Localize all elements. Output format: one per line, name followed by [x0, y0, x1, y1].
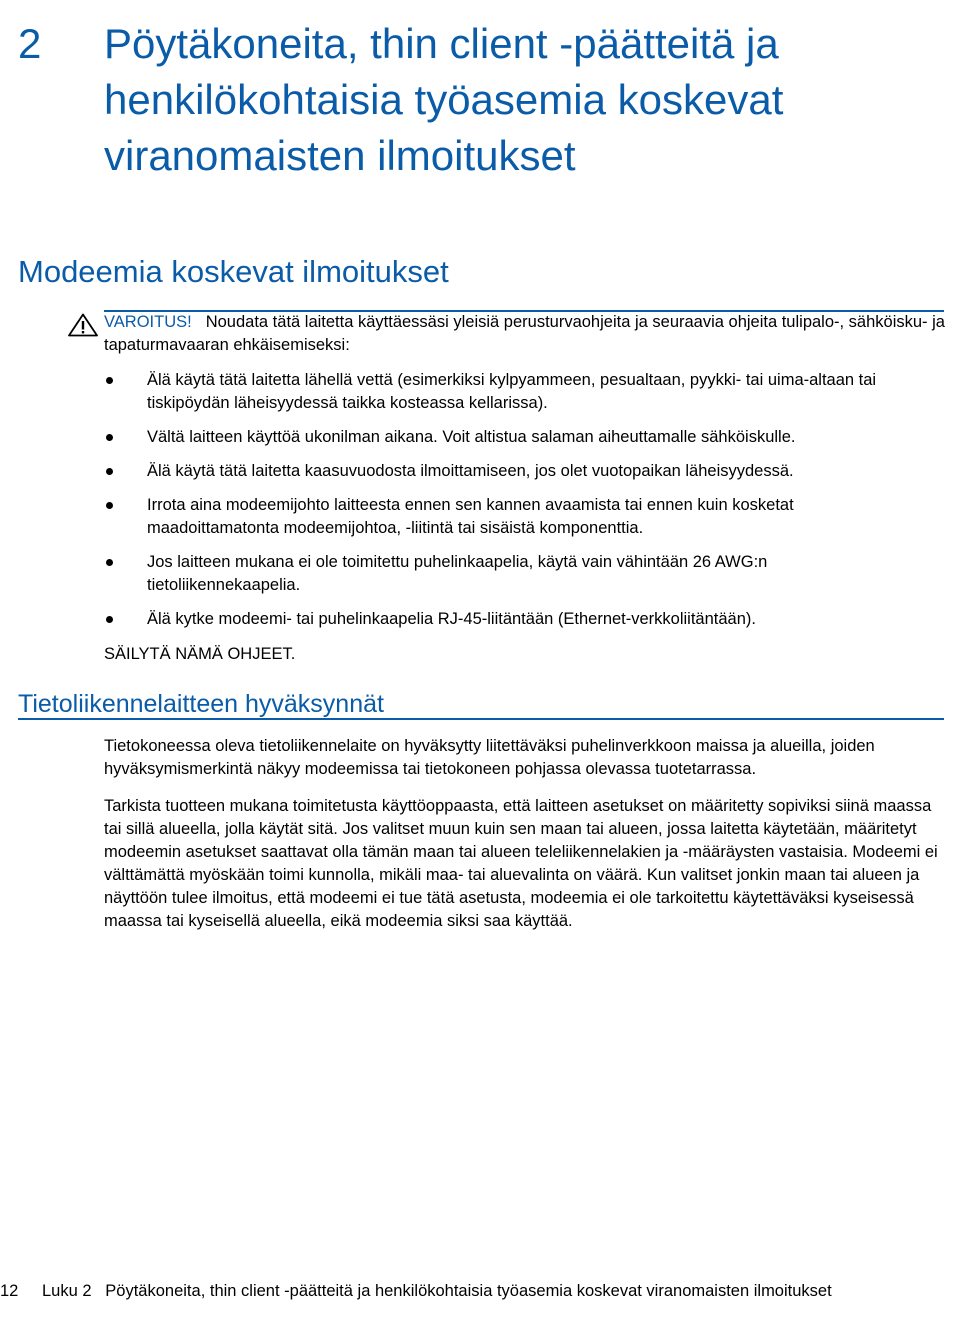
warning-triangle-icon — [68, 313, 98, 337]
section-divider — [18, 718, 944, 720]
list-item-text: Irrota aina modeemijohto laitteesta ennen sen kannen avaamista tai ennen kuin kosketat maadoittamatonta modeemijohtoa, -liitintä tai sisäistä komponenttia. — [147, 496, 794, 537]
list-item-text: Jos laitteen mukana ei ole toimitettu puhelinkaapelia, käytä vain vähintään 26 AWG:n tietoliikennekaapelia. — [147, 553, 768, 594]
safety-instructions-list — [104, 369, 924, 642]
warning-intro — [104, 311, 946, 357]
bullet-icon — [106, 616, 113, 623]
list-item — [104, 494, 924, 540]
list-item — [104, 608, 924, 631]
approvals-paragraph: Tarkista tuotteen mukana toimitetusta käyttöoppaasta, että laitteen asetukset on määritetty sopiviksi siinä maassa tai sillä alueella, jolla käytät sitä. Jos valitset muun kuin sen maan tai alueen, jossa laitetta käytetään, määritetyt modeemin asetukset saattavat olla tämän maan tai alueen teleliikennelakien ja -määräysten vastaisia. Modeemi ei välttämättä myöskään toimi kunnolla, mikäli maa- tai aluevalinta on väärä. Kun valitset jonkin maan tai alueen ja näyttöön tulee ilmoitus, että modeemi ei tue tätä asetusta, modeemia ei ole tarkoitettu käytettäväksi kyseisessä maassa tai kyseisellä alueella, eikä modeemia siksi saa käyttää. — [104, 797, 938, 930]
list-item — [104, 551, 924, 597]
approvals-paragraph: Tietokoneessa oleva tietoliikennelaite on hyväksytty liitettäväksi puhelinverkkoon maissa ja alueilla, joiden hyväksymismerkintä näkyy modeemissa tai tietokoneen pohjassa olevassa tuotetarrassa. — [104, 737, 875, 778]
bullet-icon — [106, 468, 113, 475]
chapter-number: 2 — [18, 20, 42, 67]
save-instructions-note: SÄILYTÄ NÄMÄ OHJEET. — [104, 645, 296, 663]
bullet-icon — [106, 377, 113, 384]
bullet-icon — [106, 502, 113, 509]
chapter-title: Pöytäkoneita, thin client -päätteitä ja henkilökohtaisia työasemia koskevat viranomaisten ilmoitukset — [104, 20, 784, 179]
warning-intro-text: Noudata tätä laitetta käyttäessäsi yleisiä perusturvaohjeita ja seuraavia ohjeita tulipalo-, sähköisku- ja tapaturmavaaran ehkäisemiseksi: — [104, 313, 945, 354]
list-item-text: Älä käytä tätä laitetta lähellä vettä (esimerkiksi kylpyammeen, pesualtaan, pyykki- tai uima-altaan tai tiskipöydän läheisyydessä taikka kosteassa kellarissa). — [147, 371, 877, 412]
bullet-icon — [106, 559, 113, 566]
list-item — [104, 369, 924, 415]
list-item — [104, 426, 924, 449]
section-heading-approvals: Tietoliikennelaitteen hyväksynnät — [18, 690, 384, 718]
list-item-text: Vältä laitteen käyttöä ukonilman aikana. Voit altistua salaman aiheuttamalle sähköiskulle. — [147, 428, 796, 446]
section-heading-modems: Modeemia koskevat ilmoitukset — [18, 254, 449, 289]
warning-label: VAROITUS! — [104, 313, 192, 331]
bullet-icon — [106, 434, 113, 441]
page-number: 12 — [0, 1282, 19, 1300]
list-item — [104, 460, 924, 483]
warning-block — [66, 311, 946, 357]
footer-chapter-label: Luku 2 Pöytäkoneita, thin client -päätteitä ja henkilökohtaisia työasemia koskevat viranomaisten ilmoitukset — [42, 1282, 832, 1300]
list-item-text: Älä kytke modeemi- tai puhelinkaapelia RJ-45-liitäntään (Ethernet-verkkoliitäntään). — [147, 610, 756, 628]
list-item-text: Älä käytä tätä laitetta kaasuvuodosta ilmoittamiseen, jos olet vuotopaikan läheisyydessä. — [147, 462, 794, 480]
